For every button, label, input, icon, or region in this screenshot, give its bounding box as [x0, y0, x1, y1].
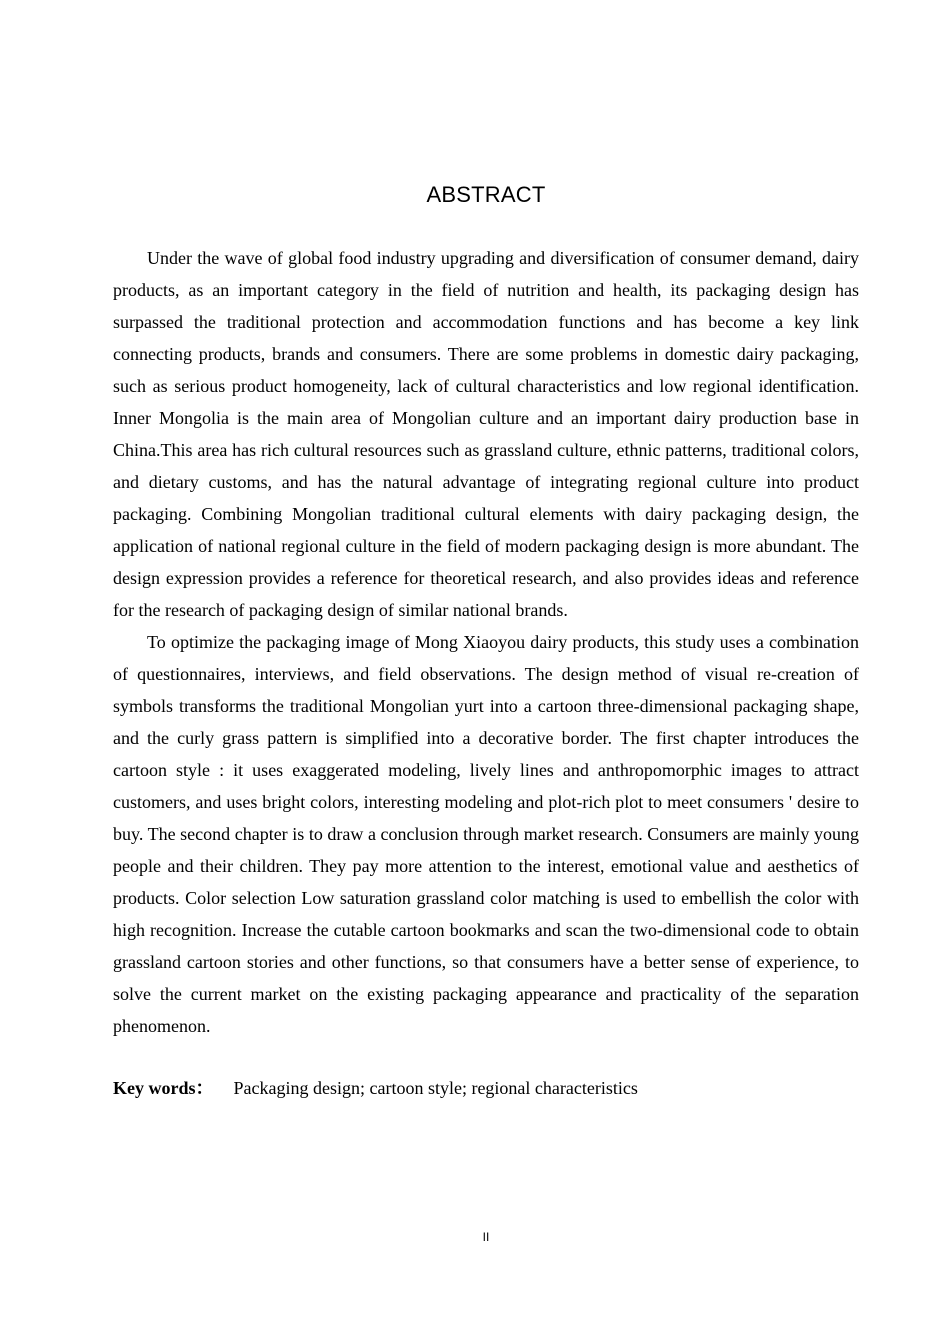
- abstract-title: ABSTRACT: [426, 182, 546, 207]
- abstract-paragraph-1: Under the wave of global food industry upgrading and diversification of consumer demand, dairy products, as an important category in the field of nutrition and health, its packaging design has surpassed the traditional protection and accommodation functions and has become a key link connecting products, brands and consumers. There are some problems in domestic dairy packaging, such as serious product homogeneity, lack of cultural characteristics and low regional identification. Inner Mongolia is the main area of Mongolian culture and an important dairy production base in China.This area has rich cultural resources such as grassland culture, ethnic patterns, traditional colors, and dietary customs, and has the natural advantage of integrating regional culture into product packaging. Combining Mongolian traditional cultural elements with dairy packaging design, the application of national regional culture in the field of modern packaging design is more abundant. The design expression provides a reference for theoretical research, and also provides ideas and reference for the research of packaging design of similar national brands.: [113, 248, 859, 620]
- abstract-paragraph-2: To optimize the packaging image of Mong Xiaoyou dairy products, this study uses a combination of questionnaires, interviews, and field observations. The design method of visual re-creation of symbols transforms the traditional Mongolian yurt into a cartoon three-dimensional packaging shape, and the curly grass pattern is simplified into a decorative border. The first chapter introduces the cartoon style : it uses exaggerated modeling, lively lines and anthropomorphic images to attract customers, and uses bright colors, interesting modeling and plot-rich plot to meet consumers ' desire to buy. The second chapter is to draw a conclusion through market research. Consumers are mainly young people and their children. They pay more attention to the interest, emotional value and aesthetics of products. Color selection Low saturation grassland color matching is used to embellish the color with high recognition. Increase the cutable cartoon bookmarks and scan the two-dimensional code to obtain grassland cartoon stories and other functions, so that consumers have a better sense of experience, to solve the current market on the existing packaging appearance and practicality of the separation phenomenon.: [113, 632, 859, 1036]
- keywords-line: [113, 1072, 859, 1104]
- abstract-body: [113, 242, 859, 1042]
- page-number: II: [482, 1230, 490, 1244]
- keywords-label: Key words：: [113, 1078, 214, 1098]
- keywords-value: Packaging design; cartoon style; regional characteristics: [233, 1078, 638, 1098]
